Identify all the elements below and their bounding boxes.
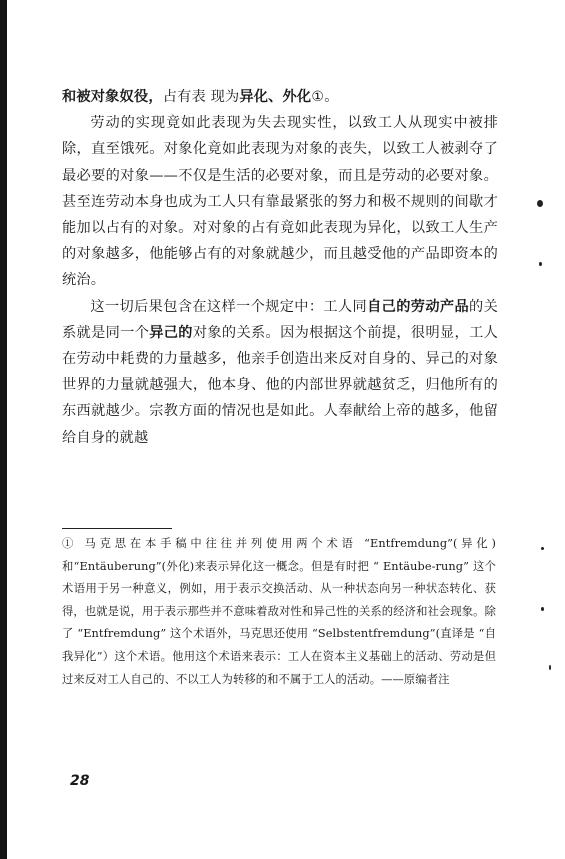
scan-speck — [537, 200, 543, 207]
page-number: 28 — [70, 773, 90, 789]
text-span: 这一切后果包含在这样一个规定中：工人同 — [90, 298, 368, 315]
bold-phrase: 自己的劳动产品 — [367, 298, 470, 315]
scan-speck — [541, 607, 544, 611]
bold-phrase: 和被对象奴役， — [62, 89, 163, 105]
scan-left-edge — [0, 0, 7, 859]
footnote-divider — [62, 528, 172, 529]
paragraph-2: 劳动的实现竟如此表现为失去现实性，以致工人从现实中被排除，直至饿死。对象化竟如此表现为对象的丧失，以致工人被剥夺了最必要的对象——不仅是生活的必要对象，而且是劳动的必要对象。甚至连劳动本身也成为工人只有靠最紧张的努力和极不规则的间歇才能加以占有的对象。对对象的占有竟如此表现为异化，以致工人生产的对象越多，他能够占有的对象就越少，而且越受他的产品即资本的统治。 — [62, 115, 498, 289]
paragraph-3 — [62, 294, 498, 451]
main-text — [62, 84, 498, 451]
text-span: 的关系就是同一个 — [62, 298, 498, 341]
bold-phrase: 异化、外化 — [239, 89, 312, 105]
text-span: 占有表 现为 — [162, 89, 240, 105]
footnote-ref: ①。 — [311, 89, 339, 105]
scan-speck — [539, 262, 542, 266]
scan-speck — [541, 547, 544, 550]
text-span: 对象的关系。因为根据这个前提，很明显，工人在劳动中耗费的力量越多，他亲手创造出来反对自身的、异己的对象世界的力量就越强大，他本身、他的内部世界就越贫乏，归他所有的东西就越少。宗教方面的情况也是如此。人奉献给上帝的越多，他留给自身的就越 — [62, 324, 499, 446]
paragraph-1 — [62, 84, 498, 110]
footnote: ① 马克思在本手稿中往往并列使用两个术语 “Entfremdung”(异化)和“Entäuberung”(外化)来表示异化这一概念。但是有时把 “ Entäube-rung” 这个术语用于另一种意义，例如，用于表示交换活动、从一种状态向另一种状态转化、获得，也就是说，用于表示那些并不意味着敌对性和异己性的关系的经济和社会现象。除了 “Entfremdung” 这个术语外，马克思还使用 “Selbstentfremdung”(直译是 “自我异化”）这个术语。他用这个术语来表示：工人在资本主义基础上的活动、劳动是但过来反对工人自己的、不以工人为转移的和不属于工人的活动。——原编者注 — [62, 537, 496, 686]
bold-phrase: 异己的 — [149, 324, 193, 341]
scan-speck — [549, 665, 551, 670]
